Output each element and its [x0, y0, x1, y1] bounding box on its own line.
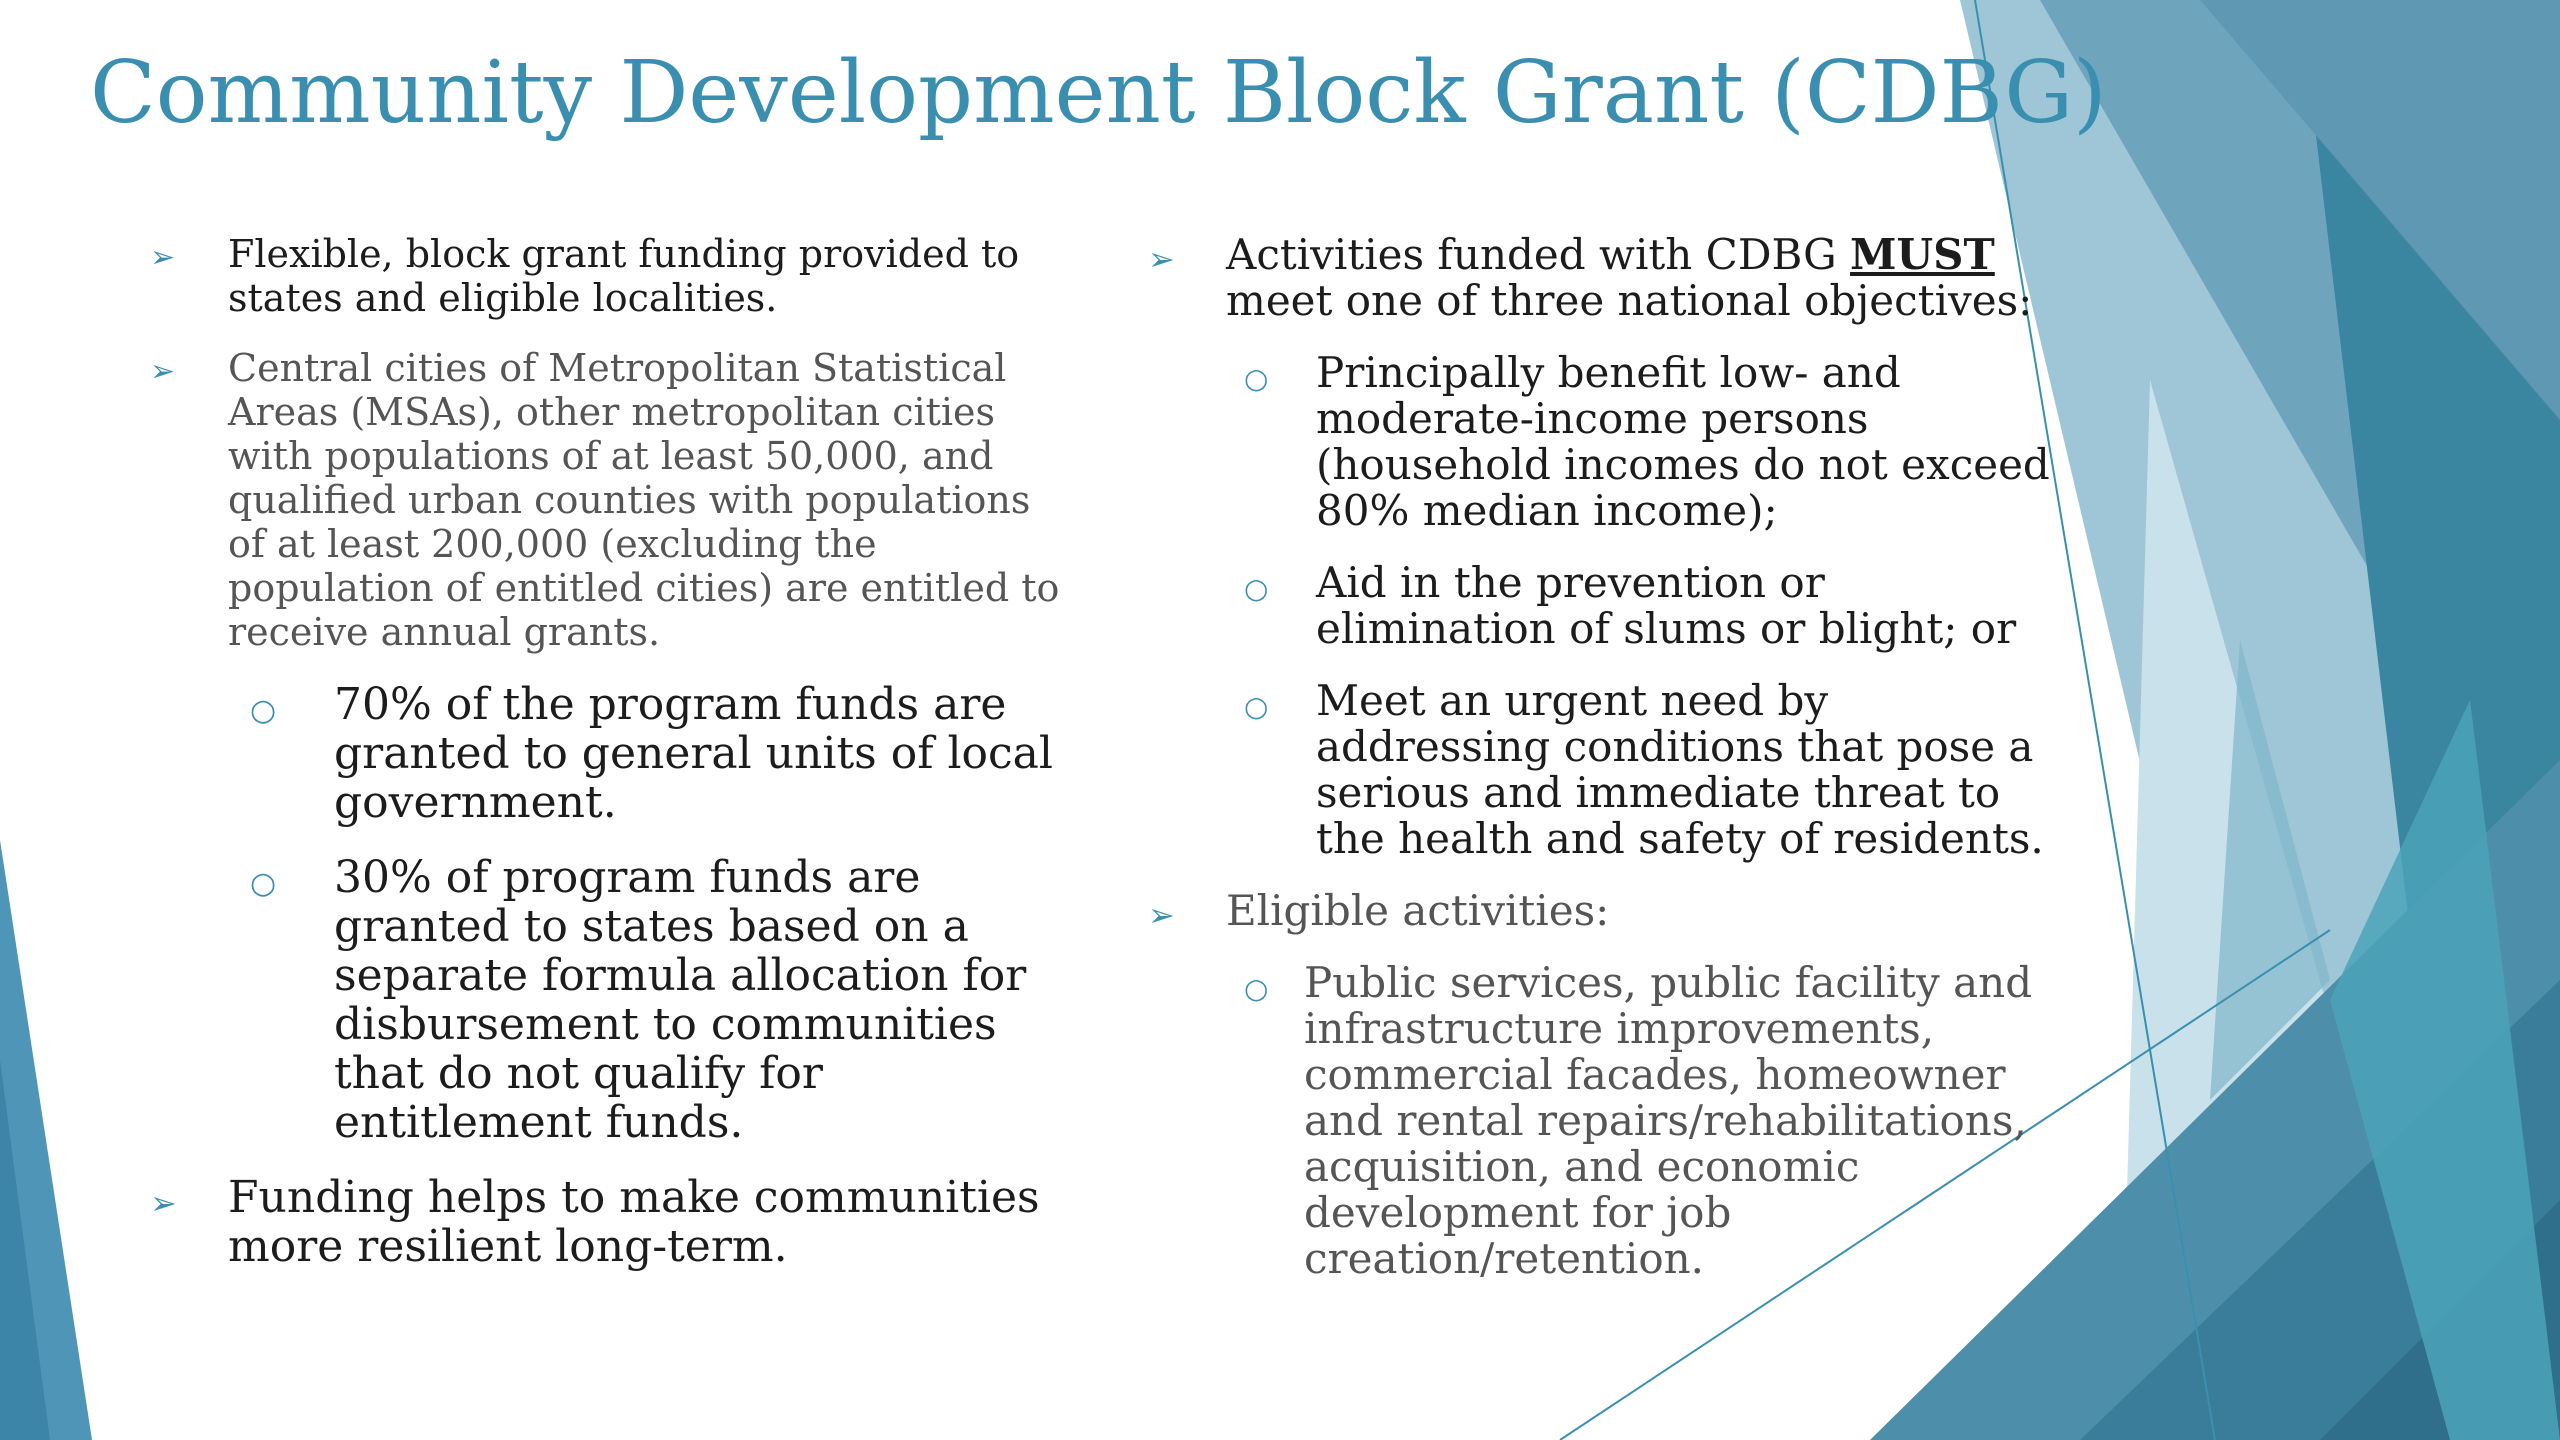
bullet-text: [1226, 232, 2068, 324]
list-item: [150, 346, 1070, 654]
left-bullet-list: [150, 232, 1070, 1271]
sub-list-item: [1244, 560, 2068, 652]
arrow-bullet-icon: ➢: [150, 1184, 177, 1222]
sub-list-item: [250, 680, 1070, 827]
arrow-bullet-icon: ➢: [150, 240, 176, 275]
sub-list-item: [1244, 960, 2068, 1282]
sub-list-item: [1244, 678, 2068, 862]
circle-bullet-icon: ○: [1244, 362, 1269, 395]
arrow-bullet-icon: ➢: [1148, 240, 1175, 278]
sub-bullet-text: 30% of program funds are granted to states based on a separate formula allocation for disbursement to communities that do not qualify for entitlement funds.: [334, 852, 1027, 1148]
sub-bullet-text: 70% of the program funds are granted to general units of local government.: [334, 679, 1053, 828]
right-column: [1148, 232, 2068, 1308]
sub-list-item: [250, 853, 1070, 1147]
bullet-text: Flexible, block grant funding provided to states and eligible localities.: [228, 232, 1020, 320]
circle-bullet-icon: ○: [1244, 972, 1269, 1005]
bullet-text: Eligible activities:: [1226, 886, 1610, 935]
sub-list-item: [1244, 350, 2068, 534]
objective-text: Principally benefit low- and moderate-income persons (household incomes do not exceed 80% median income);: [1316, 348, 2050, 535]
arrow-bullet-icon: ➢: [150, 354, 176, 389]
right-bullet-list: [1148, 232, 2068, 1282]
bullet-text: Central cities of Metropolitan Statistical Areas (MSAs), other metropolitan cities with populations of at least 50,000, and qualified urban counties with populations of at least 200,000 (excluding the population of entitled cities) are entitled to receive annual grants.: [228, 346, 1060, 654]
objective-text: Aid in the prevention or elimination of slums or blight; or: [1316, 558, 2017, 653]
objective-text: Meet an urgent need by addressing conditions that pose a serious and immediate threat to the health and safety of residents.: [1316, 676, 2044, 863]
circle-bullet-icon: ○: [1244, 690, 1269, 723]
circle-bullet-icon: ○: [250, 693, 277, 728]
list-item: [1148, 232, 2068, 324]
circle-bullet-icon: ○: [250, 866, 277, 901]
bullet-text: Funding helps to make communities more resilient long-term.: [228, 1172, 1040, 1272]
slide-title: Community Development Block Grant (CDBG): [90, 43, 2107, 143]
left-column: [150, 232, 1070, 1271]
list-item: [1148, 888, 2068, 934]
list-item: [150, 232, 1070, 320]
bullet-suffix: meet one of three national objectives:: [1226, 276, 2033, 325]
eligible-activity-text: Public services, public facility and infrastructure improvements, commercial facades, homeowner and rental repairs/rehabilitations, acquisition, and economic development for job creation/retention.: [1304, 958, 2033, 1283]
circle-bullet-icon: ○: [1244, 572, 1269, 605]
list-item: [150, 1173, 1070, 1271]
arrow-bullet-icon: ➢: [1148, 896, 1175, 934]
must-emphasis: MUST: [1850, 230, 1995, 279]
bullet-prefix: Activities funded with CDBG: [1226, 230, 1851, 279]
